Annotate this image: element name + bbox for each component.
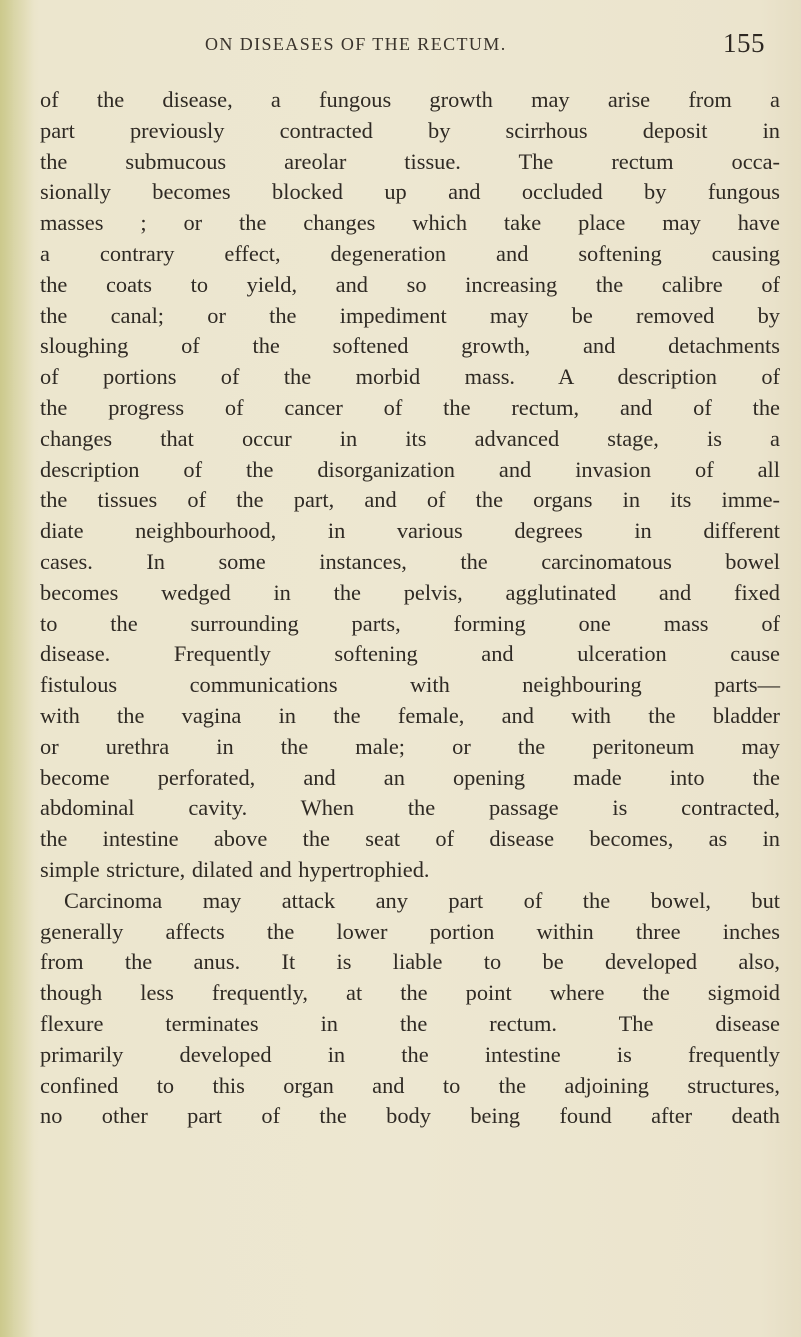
text-line: a contrary effect, degeneration and softening causing: [40, 240, 780, 266]
paragraph-end-line: simple stricture, dilated and hypertrophied.: [40, 856, 430, 882]
paragraph-start-line: Carcinoma may attack any part of the bowel, but: [64, 887, 780, 913]
text-line: from the anus. It is liable to be developed also,: [40, 949, 780, 975]
text-line: changes that occur in its advanced stage, is a: [40, 425, 780, 451]
text-line: to the surrounding parts, forming one mass of: [40, 610, 780, 636]
text-line: with the vagina in the female, and with the bladder: [40, 702, 780, 728]
text-line: disease. Frequently softening and ulceration cause: [40, 641, 780, 667]
text-line: fistulous communications with neighbouring parts—: [40, 672, 780, 698]
text-line: generally affects the lower portion within three inches: [40, 918, 780, 944]
text-line: becomes wedged in the pelvis, agglutinated and fixed: [40, 579, 780, 605]
text-line: the tissues of the part, and of the organs in its imme-: [40, 487, 780, 513]
text-line: the intestine above the seat of disease becomes, as in: [40, 826, 780, 852]
text-line: primarily developed in the intestine is frequently: [40, 1041, 780, 1067]
text-line: diate neighbourhood, in various degrees in different: [40, 518, 780, 544]
text-line: abdominal cavity. When the passage is contracted,: [40, 795, 780, 821]
text-line: sloughing of the softened growth, and detachments: [40, 333, 780, 359]
text-line: sionally becomes blocked up and occluded by fungous: [40, 179, 780, 205]
text-line: the progress of cancer of the rectum, and of the: [40, 394, 780, 420]
text-line: of the disease, a fungous growth may arise from a: [40, 87, 780, 112]
text-line: though less frequently, at the point where the sigmoid: [40, 980, 780, 1006]
text-line: become perforated, and an opening made into the: [40, 764, 780, 790]
text-line: flexure terminates in the rectum. The disease: [40, 1010, 780, 1036]
body-text: [40, 85, 780, 1132]
text-line: the submucous areolar tissue. The rectum occa-: [40, 148, 780, 174]
running-head-title: ON DISEASES OF THE RECTUM.: [205, 34, 507, 54]
text-line: the coats to yield, and so increasing the calibre of: [40, 271, 780, 297]
running-head: [0, 14, 801, 72]
text-line: confined to this organ and to the adjoining structures,: [40, 1072, 780, 1098]
page-number: 155: [723, 28, 765, 58]
text-line: cases. In some instances, the carcinomatous bowel: [40, 548, 780, 574]
text-line: of portions of the morbid mass. A description of: [40, 364, 780, 390]
text-line: or urethra in the male; or the peritoneum may: [40, 733, 780, 759]
text-line: part previously contracted by scirrhous deposit in: [40, 117, 780, 143]
text-line: no other part of the body being found after death: [40, 1103, 780, 1129]
text-line: description of the disorganization and invasion of all: [40, 456, 780, 482]
text-line: the canal; or the impediment may be removed by: [40, 302, 780, 328]
text-line: masses ; or the changes which take place may have: [40, 210, 780, 236]
binding-gutter-shadow: [0, 0, 34, 1337]
